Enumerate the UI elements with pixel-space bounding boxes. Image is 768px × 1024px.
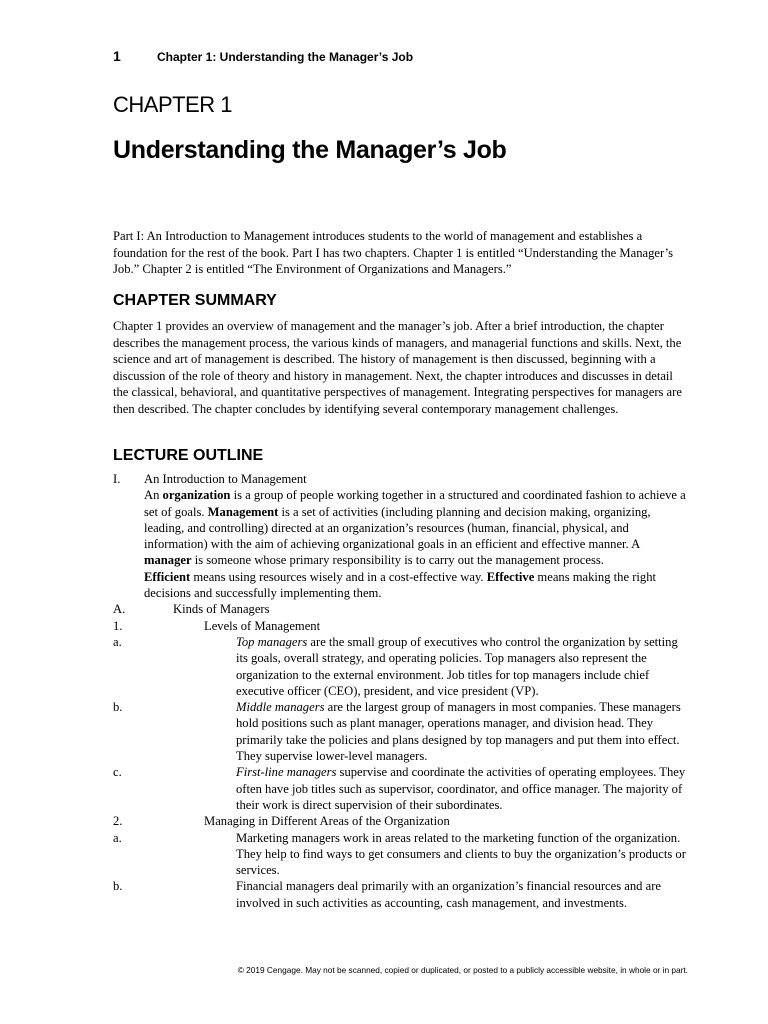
summary-heading: CHAPTER SUMMARY — [113, 292, 277, 309]
term-management: Management — [207, 504, 279, 519]
outline-item-I — [113, 471, 689, 487]
term-effective: Effective — [486, 569, 535, 584]
text-run: is a set of activities (including planning and decision making, organizing, leading, and controlling) directed at an organization’s resources (human, financial, physical, and information) with the aim of achieving organizational goals in an efficient and effective manner. A — [144, 504, 651, 552]
item-marker: c. — [113, 765, 122, 780]
outline-item-1a — [113, 634, 689, 699]
item-marker: 1. — [113, 618, 123, 633]
outline-item-2b — [113, 878, 689, 911]
text-run: means making the right decisions and successfully implementing them. — [144, 569, 656, 601]
text-run: An — [144, 488, 163, 503]
item-title: Levels of Management — [204, 618, 321, 633]
item-marker: I. — [113, 472, 121, 486]
outline-item-1 — [113, 618, 689, 634]
term-organization: organization — [162, 488, 231, 503]
item-title: An Introduction to Management — [144, 472, 307, 486]
text-run: is a group of people working together in a structured and coordinated fashion to achieve a set of goals. — [144, 488, 686, 519]
text-run: means using resources wisely and in a cost-effective way. — [190, 569, 487, 584]
item-term: Top managers — [236, 634, 308, 649]
chapter-label: CHAPTER 1 — [113, 92, 232, 117]
page-number: 1 — [113, 48, 121, 64]
chapter-title: Understanding the Manager’s Job — [113, 136, 507, 164]
outline-item-1c — [113, 764, 689, 813]
item-marker: a. — [113, 634, 122, 649]
copyright-footer: © 2019 Cengage. May not be scanned, copied or duplicated, or posted to a publicly accessible website, in whole or in part. — [237, 965, 688, 975]
item-text: supervise and coordinate the activities of operating employees. They often have job titles such as supervisor, coordinator, and office manager. The majority of their work is direct supervision of their subordinates. — [236, 765, 686, 812]
running-title: Chapter 1: Understanding the Manager’s Job — [157, 50, 414, 64]
item-text: Financial managers deal primarily with an organization’s financial resources and are involved in such activities as accounting, cash management, and investments. — [236, 879, 661, 910]
item-title: Managing in Different Areas of the Organization — [204, 814, 450, 829]
item-text: are the largest group of managers in most companies. These managers hold positions such as plant manager, operations manager, and division head. They primarily take the policies and plans designed by top managers and put them into effect. They supervise lower-level managers. — [236, 700, 681, 764]
definition-paragraph — [113, 487, 689, 568]
item-marker: A. — [113, 602, 126, 617]
summary-paragraph: Chapter 1 provides an overview of management and the manager’s job. After a brief introduction, the chapter describes the management process, the various kinds of managers, and managerial functions and skills. Next, the science and art of management is described. The history of management is then discussed, beginning with a discussion of the role of theory and history in management. Next, the chapter introduces and discusses in detail the classical, behavioral, and quantitative perspectives of management. Integrating perspectives for managers are then described. The chapter concludes by identifying several contemporary management challenges. — [113, 319, 682, 416]
item-term: Middle managers — [236, 700, 325, 715]
outline-item-1b — [113, 699, 689, 764]
item-text: are the small group of executives who control the organization by setting its goals, overall strategy, and operating policies. Top managers also represent the organization to the external environment. Job titles for top managers include chief executive officer (CEO), president, and vice president (VP). — [236, 634, 678, 698]
item-term: First-line managers — [236, 765, 337, 780]
item-marker: 2. — [113, 814, 123, 829]
outline-item-2 — [113, 813, 689, 829]
text-run: is someone whose primary responsibility is to carry out the management process. — [191, 553, 604, 568]
lecture-outline — [113, 471, 689, 911]
term-efficient: Efficient — [144, 569, 191, 584]
outline-item-A — [113, 601, 689, 617]
outline-item-2a — [113, 830, 689, 879]
item-text: Marketing managers work in areas related to the marketing function of the organization. They help to find ways to get consumers and clients to buy the organization’s products or services. — [236, 830, 686, 878]
outline-heading: LECTURE OUTLINE — [113, 447, 264, 464]
efficiency-paragraph — [113, 569, 689, 602]
item-marker: a. — [113, 830, 122, 845]
intro-paragraph: Part I: An Introduction to Management introduces students to the world of management and establishes a foundation for the rest of the book. Part I has two chapters. Chapter 1 is entitled “Understanding the Manager’s Job.” Chapter 2 is entitled “The Environment of Organizations and Managers.” — [113, 229, 674, 276]
running-header — [113, 48, 413, 64]
term-manager: manager — [144, 553, 192, 568]
item-title: Kinds of Managers — [173, 602, 270, 617]
item-marker: b. — [113, 700, 123, 715]
item-marker: b. — [113, 879, 123, 894]
